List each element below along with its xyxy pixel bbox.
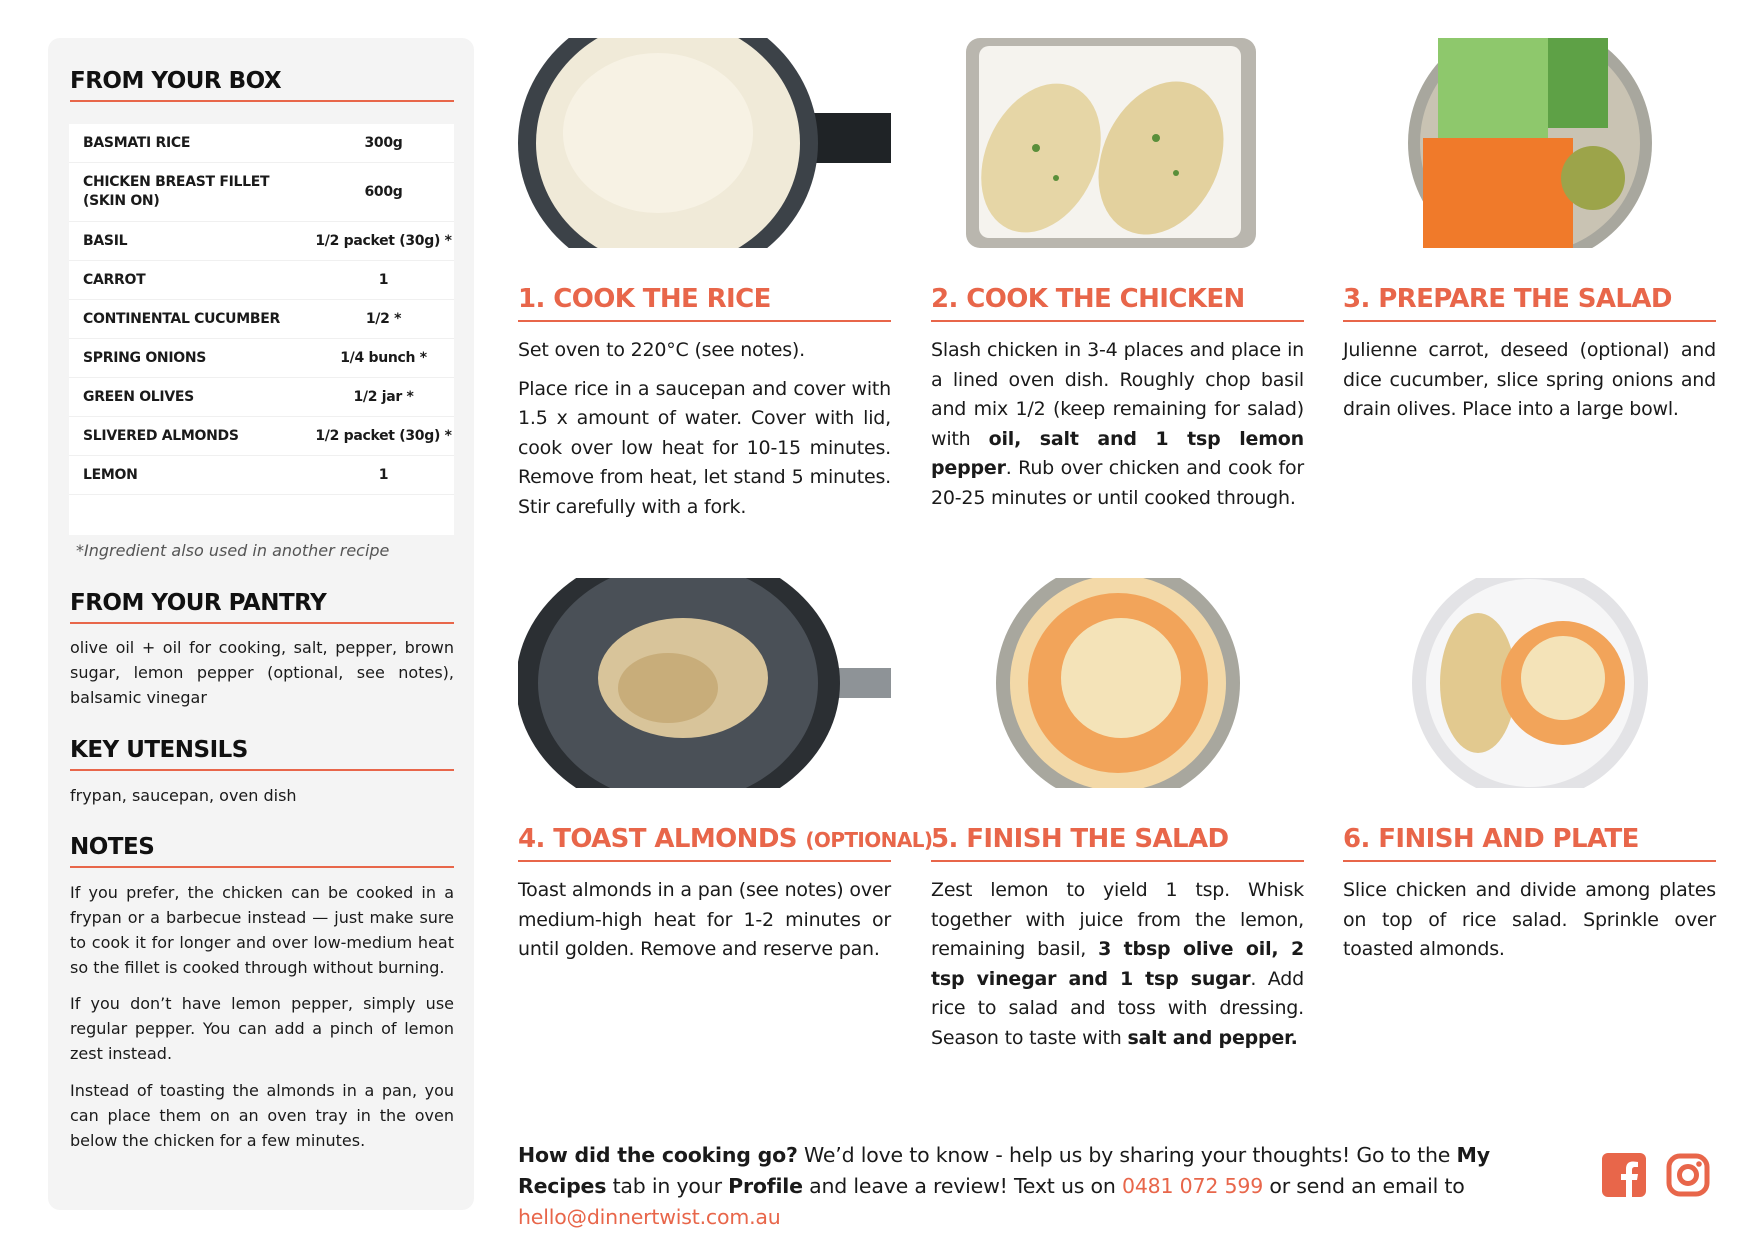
feedback-message [518,1140,1568,1233]
email-link[interactable]: hello@dinnertwist.com.au [518,1205,781,1229]
step-4-photo [518,578,891,788]
box-title: FROM YOUR BOX [70,68,454,102]
step-4-text [518,876,891,965]
step-4-para: Toast almonds in a pan (see notes) over medium-high heat for 1-2 minutes or until golden. Remove and reserve pan. [518,879,891,960]
step-2-text [931,336,1304,513]
ingredient-row [69,339,454,378]
note-1: If you prefer, the chicken can be cooked in a frypan or a barbecue instead — just make sure to cook it for longer and over low-medium heat so the fillet is cooked through without burning. [70,883,454,977]
feedback-text: tab in your [606,1174,729,1198]
note-2: If you don’t have lemon pepper, simply use regular pepper. You can add a pinch of lemon zest instead. [70,994,454,1063]
ingredient-qty: 1/2 packet (30g) * [315,428,452,444]
step-1-text [518,336,891,522]
footnote: *Ingredient also used in another recipe [76,541,390,560]
ingredient-row [69,163,454,222]
profile-link[interactable]: Profile [728,1174,803,1198]
ingredient-qty: 1/4 bunch * [340,350,427,366]
step-3-text [1343,336,1716,425]
pantry-title: FROM YOUR PANTRY [70,590,454,624]
utensils-title: KEY UTENSILS [70,737,454,771]
step-3 [1343,38,1716,434]
ingredient-name: CHICKEN BREAST FILLET (SKIN ON) [83,174,270,209]
step-1-para: Set oven to 220°C (see notes). [518,339,805,361]
ingredient-name: BASIL [83,232,128,249]
step-text-span: Zest lemon to yield 1 tsp. Whisk together with juice from the lemon, remaining basil, [931,879,1304,960]
step-6 [1343,578,1716,974]
ingredient-row [69,300,454,339]
note-3: Instead of toasting the almonds in a pan, you can place them on an oven tray in the oven below the chicken for a few minutes. [70,1081,454,1150]
step-6-photo [1343,578,1716,788]
ingredient-qty: 1/2 * [365,311,402,327]
ingredients-panel [48,38,474,1210]
step-title-text: 4. TOAST ALMONDS [518,824,797,854]
feedback-text: We’d love to know - help us by sharing your thoughts! Go to the [797,1143,1457,1167]
step-title-optional: (OPTIONAL) [805,828,933,852]
notes-title: NOTES [70,834,454,868]
ingredient-qty: 1/2 jar * [353,389,414,405]
step-2-photo [931,38,1304,248]
ingredient-qty: 300g [364,135,403,151]
step-1-photo [518,38,891,248]
step-bold-span: salt and pepper. [1127,1026,1298,1049]
ingredient-name: BASMATI RICE [83,134,191,151]
ingredient-row [69,222,454,261]
step-bold-span: oil, salt and 1 tsp lemon pepper [931,427,1304,479]
step-4-title [518,824,933,862]
step-text-span: . Rub over chicken and cook for 20-25 minutes or until cooked through. [931,457,1304,509]
ingredient-qty: 1/2 packet (30g) * [315,233,452,249]
ingredient-name: CARROT [83,271,146,288]
ingredient-qty: 1 [378,467,389,483]
pantry-text: olive oil + oil for cooking, salt, pepper, brown sugar, lemon pepper (optional, see notes), balsamic vinegar [70,638,454,707]
ingredient-name: LEMON [83,466,138,483]
ingredient-row [69,378,454,417]
utensils-text: frypan, saucepan, oven dish [70,786,297,805]
instagram-icon[interactable] [1666,1153,1710,1197]
ingredient-row [69,456,454,495]
ingredient-row [69,261,454,300]
step-5-text [931,876,1304,1053]
table-spacer [69,495,454,535]
step-1-title: 1. COOK THE RICE [518,284,891,322]
step-1 [518,38,891,531]
ingredient-name: CONTINENTAL CUCUMBER [83,310,280,327]
step-bold-span: 3 tbsp olive oil, 2 tsp vinegar and 1 tsp sugar [931,938,1304,990]
ingredient-qty: 600g [364,184,403,200]
step-6-text [1343,876,1716,965]
facebook-icon[interactable] [1602,1153,1646,1197]
step-5-photo [931,578,1304,788]
step-5 [931,578,1304,1062]
step-3-para: Julienne carrot, deseed (optional) and dice cucumber, slice spring onions and drain olives. Place into a large bowl. [1343,339,1716,420]
step-2-para [931,336,1304,513]
step-3-title: 3. PREPARE THE SALAD [1343,284,1716,322]
ingredient-name: GREEN OLIVES [83,388,194,405]
ingredient-name: SPRING ONIONS [83,349,207,366]
ingredient-qty: 1 [378,272,389,288]
step-6-para: Slice chicken and divide among plates on top of rice salad. Sprinkle over toasted almonds. [1343,879,1716,960]
step-5-para [931,876,1304,1053]
step-6-title: 6. FINISH AND PLATE [1343,824,1716,862]
my-recipes-link[interactable]: My Recipes [518,1143,1490,1198]
step-text-span: . Add rice to salad and toss with dressing. Season to taste with [931,967,1304,1049]
feedback-text: and leave a review! Text us on [802,1174,1122,1198]
feedback-text: or send an email to [1263,1174,1465,1198]
ingredients-table [69,124,454,535]
phone-link[interactable]: 0481 072 599 [1122,1174,1264,1198]
step-2-title: 2. COOK THE CHICKEN [931,284,1304,322]
ingredient-name: SLIVERED ALMONDS [83,427,239,444]
step-4 [518,578,933,974]
step-2 [931,38,1304,522]
step-1-para: Place rice in a saucepan and cover with 1.5 x amount of water. Cover with lid, cook over low heat for 10-15 minutes. Remove from heat, let stand 5 minutes. Stir carefully with a fork. [518,377,891,518]
ingredient-row [69,124,454,163]
step-3-photo [1343,38,1716,248]
ingredient-row [69,417,454,456]
step-5-title: 5. FINISH THE SALAD [931,824,1304,862]
feedback-question: How did the cooking go? [518,1143,798,1167]
step-text-span: Slash chicken in 3-4 places and place in a lined oven dish. Roughly chop basil and mix 1/2 (keep remaining for salad) with [931,339,1304,450]
